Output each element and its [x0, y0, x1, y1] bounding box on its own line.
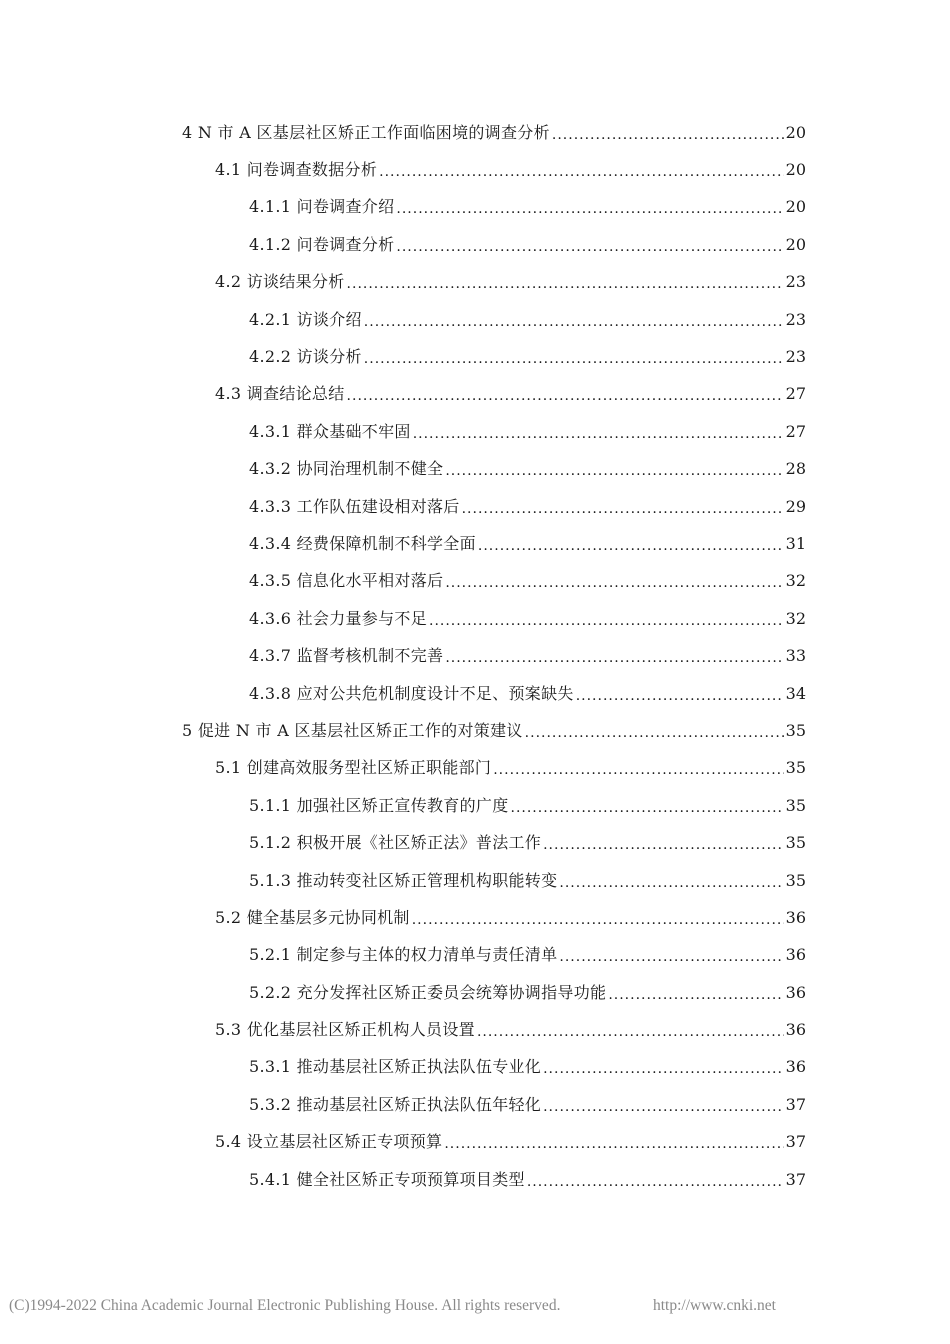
toc-page-number: 35	[785, 795, 806, 815]
toc-entry[interactable]	[0, 787, 950, 824]
toc-entry-title: 4.1.1 问卷调查介绍	[249, 197, 395, 217]
toc-entry-title: 4.3.7 监督考核机制不完善	[249, 646, 444, 666]
table-of-contents	[0, 114, 950, 1198]
toc-entry-title: 4.3.3 工作队伍建设相对落后	[249, 496, 460, 516]
toc-dot-leader	[477, 1022, 784, 1042]
toc-page-number: 36	[785, 907, 806, 927]
toc-entry[interactable]	[0, 712, 950, 749]
toc-page-number: 37	[785, 1132, 806, 1152]
toc-entry-title: 4.3.5 信息化水平相对落后	[249, 571, 444, 591]
toc-entry-title: 5.2.2 充分发挥社区矫正委员会统筹协调指导功能	[249, 982, 607, 1002]
toc-page-number: 32	[785, 571, 806, 591]
toc-page-number: 20	[785, 197, 806, 217]
toc-page-number: 20	[785, 234, 806, 254]
toc-dot-leader	[527, 1172, 784, 1192]
toc-page-number: 33	[785, 646, 806, 666]
toc-dot-leader	[444, 1134, 783, 1154]
toc-entry-title: 4.3.8 应对公共危机制度设计不足、预案缺失	[249, 683, 574, 703]
toc-page-number: 28	[785, 459, 806, 479]
toc-page-number: 23	[785, 309, 806, 329]
toc-entry[interactable]	[0, 525, 950, 562]
toc-page-number: 35	[785, 720, 806, 740]
toc-dot-leader	[543, 1059, 784, 1079]
toc-dot-leader	[429, 611, 784, 631]
toc-entry[interactable]	[0, 488, 950, 525]
toc-dot-leader	[445, 573, 783, 593]
toc-entry-title: 5.2.1 制定参与主体的权力清单与责任清单	[249, 945, 558, 965]
toc-entry-title: 4.3.2 协同治理机制不健全	[249, 459, 444, 479]
toc-entry[interactable]	[0, 226, 950, 263]
toc-entry[interactable]	[0, 862, 950, 899]
toc-entry-title: 5.1 创建高效服务型社区矫正职能部门	[215, 758, 492, 778]
toc-entry-title: 5 促进 N 市 A 区基层社区矫正工作的对策建议	[182, 720, 523, 740]
copyright-notice: (C)1994-2022 China Academic Journal Electronic Publishing House. All rights reserved.	[9, 1297, 561, 1314]
toc-entry[interactable]	[0, 600, 950, 637]
toc-entry[interactable]	[0, 824, 950, 861]
toc-page-number: 20	[785, 122, 806, 142]
toc-entry[interactable]	[0, 899, 950, 936]
toc-entry[interactable]	[0, 1011, 950, 1048]
toc-dot-leader	[493, 760, 783, 780]
toc-dot-leader	[412, 910, 784, 930]
toc-entry-title: 5.1.2 积极开展《社区矫正法》普法工作	[249, 833, 542, 853]
toc-entry-title: 4.1 问卷调查数据分析	[215, 160, 378, 180]
toc-entry[interactable]	[0, 1049, 950, 1086]
toc-entry-title: 5.3.2 推动基层社区矫正执法队伍年轻化	[249, 1094, 542, 1114]
toc-page-number: 35	[785, 833, 806, 853]
toc-dot-leader	[445, 648, 783, 668]
toc-entry[interactable]	[0, 750, 950, 787]
toc-entry[interactable]	[0, 675, 950, 712]
toc-page-number: 32	[785, 608, 806, 628]
toc-entry[interactable]	[0, 151, 950, 188]
toc-entry[interactable]	[0, 301, 950, 338]
toc-page-number: 20	[785, 160, 806, 180]
toc-dot-leader	[445, 461, 783, 481]
toc-dot-leader	[543, 1097, 784, 1117]
toc-page-number: 36	[785, 1020, 806, 1040]
toc-entry-title: 5.4.1 健全社区矫正专项预算项目类型	[249, 1169, 525, 1189]
toc-entry[interactable]	[0, 637, 950, 674]
toc-entry-title: 4 N 市 A 区基层社区矫正工作面临困境的调查分析	[182, 122, 550, 142]
toc-entry[interactable]	[0, 451, 950, 488]
toc-dot-leader	[396, 237, 783, 257]
toc-entry[interactable]	[0, 114, 950, 151]
toc-dot-leader	[462, 499, 784, 519]
toc-dot-leader	[608, 985, 783, 1005]
toc-entry-title: 5.1.3 推动转变社区矫正管理机构职能转变	[249, 870, 558, 890]
toc-dot-leader	[559, 947, 783, 967]
toc-entry[interactable]	[0, 189, 950, 226]
toc-page-number: 27	[785, 421, 806, 441]
toc-entry[interactable]	[0, 338, 950, 375]
toc-dot-leader	[413, 424, 784, 444]
toc-entry-title: 4.2 访谈结果分析	[215, 272, 345, 292]
toc-entry[interactable]	[0, 376, 950, 413]
toc-page-number: 36	[785, 945, 806, 965]
toc-entry-title: 5.3.1 推动基层社区矫正执法队伍专业化	[249, 1057, 542, 1077]
toc-dot-leader	[511, 798, 784, 818]
toc-entry[interactable]	[0, 563, 950, 600]
toc-page-number: 27	[785, 384, 806, 404]
footer-url: http://www.cnki.net	[653, 1297, 776, 1314]
toc-dot-leader	[379, 162, 784, 182]
toc-page-number: 35	[785, 870, 806, 890]
toc-page-number: 36	[785, 1057, 806, 1077]
toc-page-number: 36	[785, 982, 806, 1002]
toc-entry-title: 5.1.1 加强社区矫正宣传教育的广度	[249, 795, 509, 815]
toc-entry[interactable]	[0, 974, 950, 1011]
toc-page-number: 31	[785, 533, 806, 553]
toc-entry-title: 4.3.4 经费保障机制不科学全面	[249, 533, 476, 553]
toc-page-number: 37	[785, 1169, 806, 1189]
toc-dot-leader	[543, 835, 784, 855]
toc-entry-title: 4.3 调查结论总结	[215, 384, 345, 404]
toc-dot-leader	[576, 686, 784, 706]
toc-dot-leader	[347, 274, 784, 294]
toc-page-number: 34	[785, 683, 806, 703]
toc-dot-leader	[364, 349, 784, 369]
toc-dot-leader	[525, 723, 784, 743]
toc-dot-leader	[478, 536, 784, 556]
toc-entry-title: 5.2 健全基层多元协同机制	[215, 907, 410, 927]
toc-dot-leader	[347, 386, 784, 406]
toc-entry[interactable]	[0, 937, 950, 974]
toc-dot-leader	[552, 125, 784, 145]
toc-page-number: 23	[785, 347, 806, 367]
toc-dot-leader	[396, 199, 783, 219]
toc-entry-title: 4.3.6 社会力量参与不足	[249, 608, 427, 628]
toc-entry-title: 4.2.1 访谈介绍	[249, 309, 362, 329]
toc-page-number: 37	[785, 1094, 806, 1114]
toc-entry[interactable]	[0, 1161, 950, 1198]
toc-page-number: 35	[785, 758, 806, 778]
toc-dot-leader	[364, 312, 784, 332]
toc-entry[interactable]	[0, 413, 950, 450]
toc-entry[interactable]	[0, 264, 950, 301]
toc-entry[interactable]	[0, 1086, 950, 1123]
toc-entry-title: 4.2.2 访谈分析	[249, 347, 362, 367]
toc-dot-leader	[559, 873, 783, 893]
toc-entry[interactable]	[0, 1124, 950, 1161]
toc-entry-title: 4.3.1 群众基础不牢固	[249, 421, 411, 441]
toc-page-number: 29	[785, 496, 806, 516]
toc-entry-title: 5.4 设立基层社区矫正专项预算	[215, 1132, 443, 1152]
toc-page-number: 23	[785, 272, 806, 292]
toc-entry-title: 4.1.2 问卷调查分析	[249, 234, 395, 254]
toc-entry-title: 5.3 优化基层社区矫正机构人员设置	[215, 1020, 475, 1040]
